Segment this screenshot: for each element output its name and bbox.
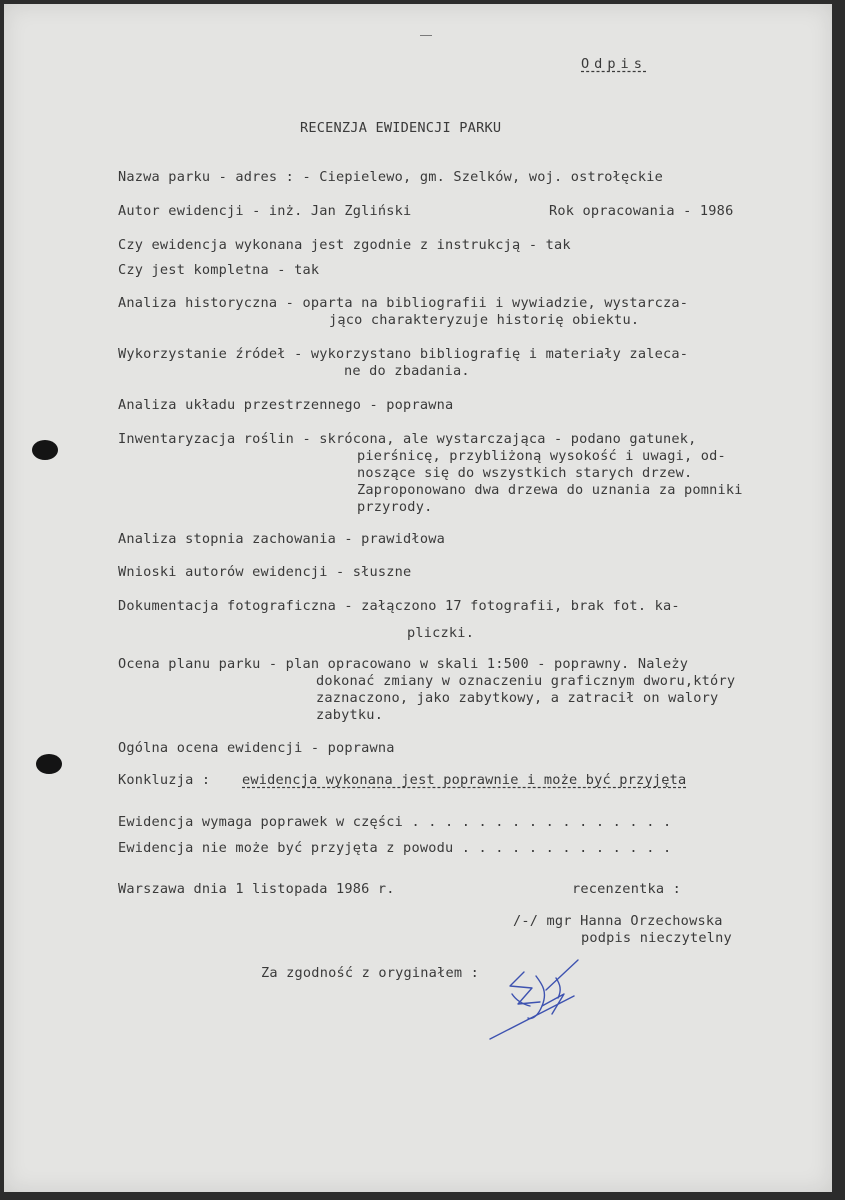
plant-inventory-line-1: Inwentaryzacja roślin - skrócona, ale wystarczająca - podano gatunek,	[118, 431, 697, 447]
historical-analysis-line-2: jąco charakteryzuje historię obiektu.	[329, 312, 640, 328]
spatial-analysis: Analiza układu przestrzennego - poprawna	[118, 397, 454, 413]
sources-line-2: ne do zbadania.	[344, 363, 470, 379]
park-plan-line-1: Ocena planu parku - plan opracowano w skali 1:500 - poprawny. Należy	[118, 656, 689, 672]
year-of-preparation: Rok opracowania - 1986	[549, 203, 734, 219]
needs-corrections: Ewidencja wymaga poprawek w części . . . . . . . . . . . . . . . .	[118, 814, 672, 830]
historical-analysis-line-1: Analiza historyczna - oparta na bibliografii i wywiadzie, wystarcza-	[118, 295, 689, 311]
conclusion-label: Konkluzja :	[118, 772, 211, 788]
author-conclusions: Wnioski autorów ewidencji - słuszne	[118, 564, 412, 580]
photo-documentation-line-1: Dokumentacja fotograficzna - załączono 17 fotografii, brak fot. ka-	[118, 598, 680, 614]
document-title: RECENZJA EWIDENCJI PARKU	[300, 120, 502, 136]
reviewer-label: recenzentka :	[572, 881, 681, 897]
completeness: Czy jest kompletna - tak	[118, 262, 320, 278]
park-plan-line-4: zabytku.	[316, 707, 384, 723]
reviewer-name: /-/ mgr Hanna Orzechowska	[513, 913, 723, 929]
place-date: Warszawa dnia 1 listopada 1986 r.	[118, 881, 395, 897]
preservation-analysis: Analiza stopnia zachowania - prawidłowa	[118, 531, 445, 547]
handwritten-signature	[482, 954, 592, 1049]
park-plan-line-2: dokonać zmiany w oznaczeniu graficznym dworu,który	[316, 673, 736, 689]
park-name-address: Nazwa parku - adres : - Ciepielewo, gm. Szelków, woj. ostrołęckie	[118, 169, 663, 185]
park-plan-line-3: zaznaczono, jako zabytkowy, a zatracił on walory	[316, 690, 719, 706]
signature-illegible: podpis nieczytelny	[581, 930, 732, 946]
overall-assessment: Ogólna ocena ewidencji - poprawna	[118, 740, 395, 756]
cannot-accept-reason: Ewidencja nie może być przyjęta z powodu . . . . . . . . . . . . .	[118, 840, 672, 856]
punch-hole-upper	[32, 440, 58, 460]
copy-label: Odpis	[581, 56, 647, 72]
certified-copy-label: Za zgodność z oryginałem :	[261, 965, 479, 981]
plant-inventory-line-4: Zaproponowano dwa drzewa do uznania za pomniki	[357, 482, 743, 498]
plant-inventory-line-3: noszące się do wszystkich starych drzew.	[357, 465, 693, 481]
punch-hole-lower	[36, 754, 62, 774]
conclusion-text: ewidencja wykonana jest poprawnie i może być przyjęta	[242, 772, 687, 788]
top-mark	[420, 35, 432, 36]
plant-inventory-line-5: przyrody.	[357, 499, 433, 515]
document-page	[4, 4, 832, 1192]
evidence-author: Autor ewidencji - inż. Jan Zgliński	[118, 203, 412, 219]
instruction-compliance: Czy ewidencja wykonana jest zgodnie z instrukcją - tak	[118, 237, 571, 253]
sources-line-1: Wykorzystanie źródeł - wykorzystano bibliografię i materiały zaleca-	[118, 346, 689, 362]
photo-documentation-line-2: pliczki.	[407, 625, 475, 641]
plant-inventory-line-2: pierśnicę, przybliżoną wysokość i uwagi, od-	[357, 448, 726, 464]
